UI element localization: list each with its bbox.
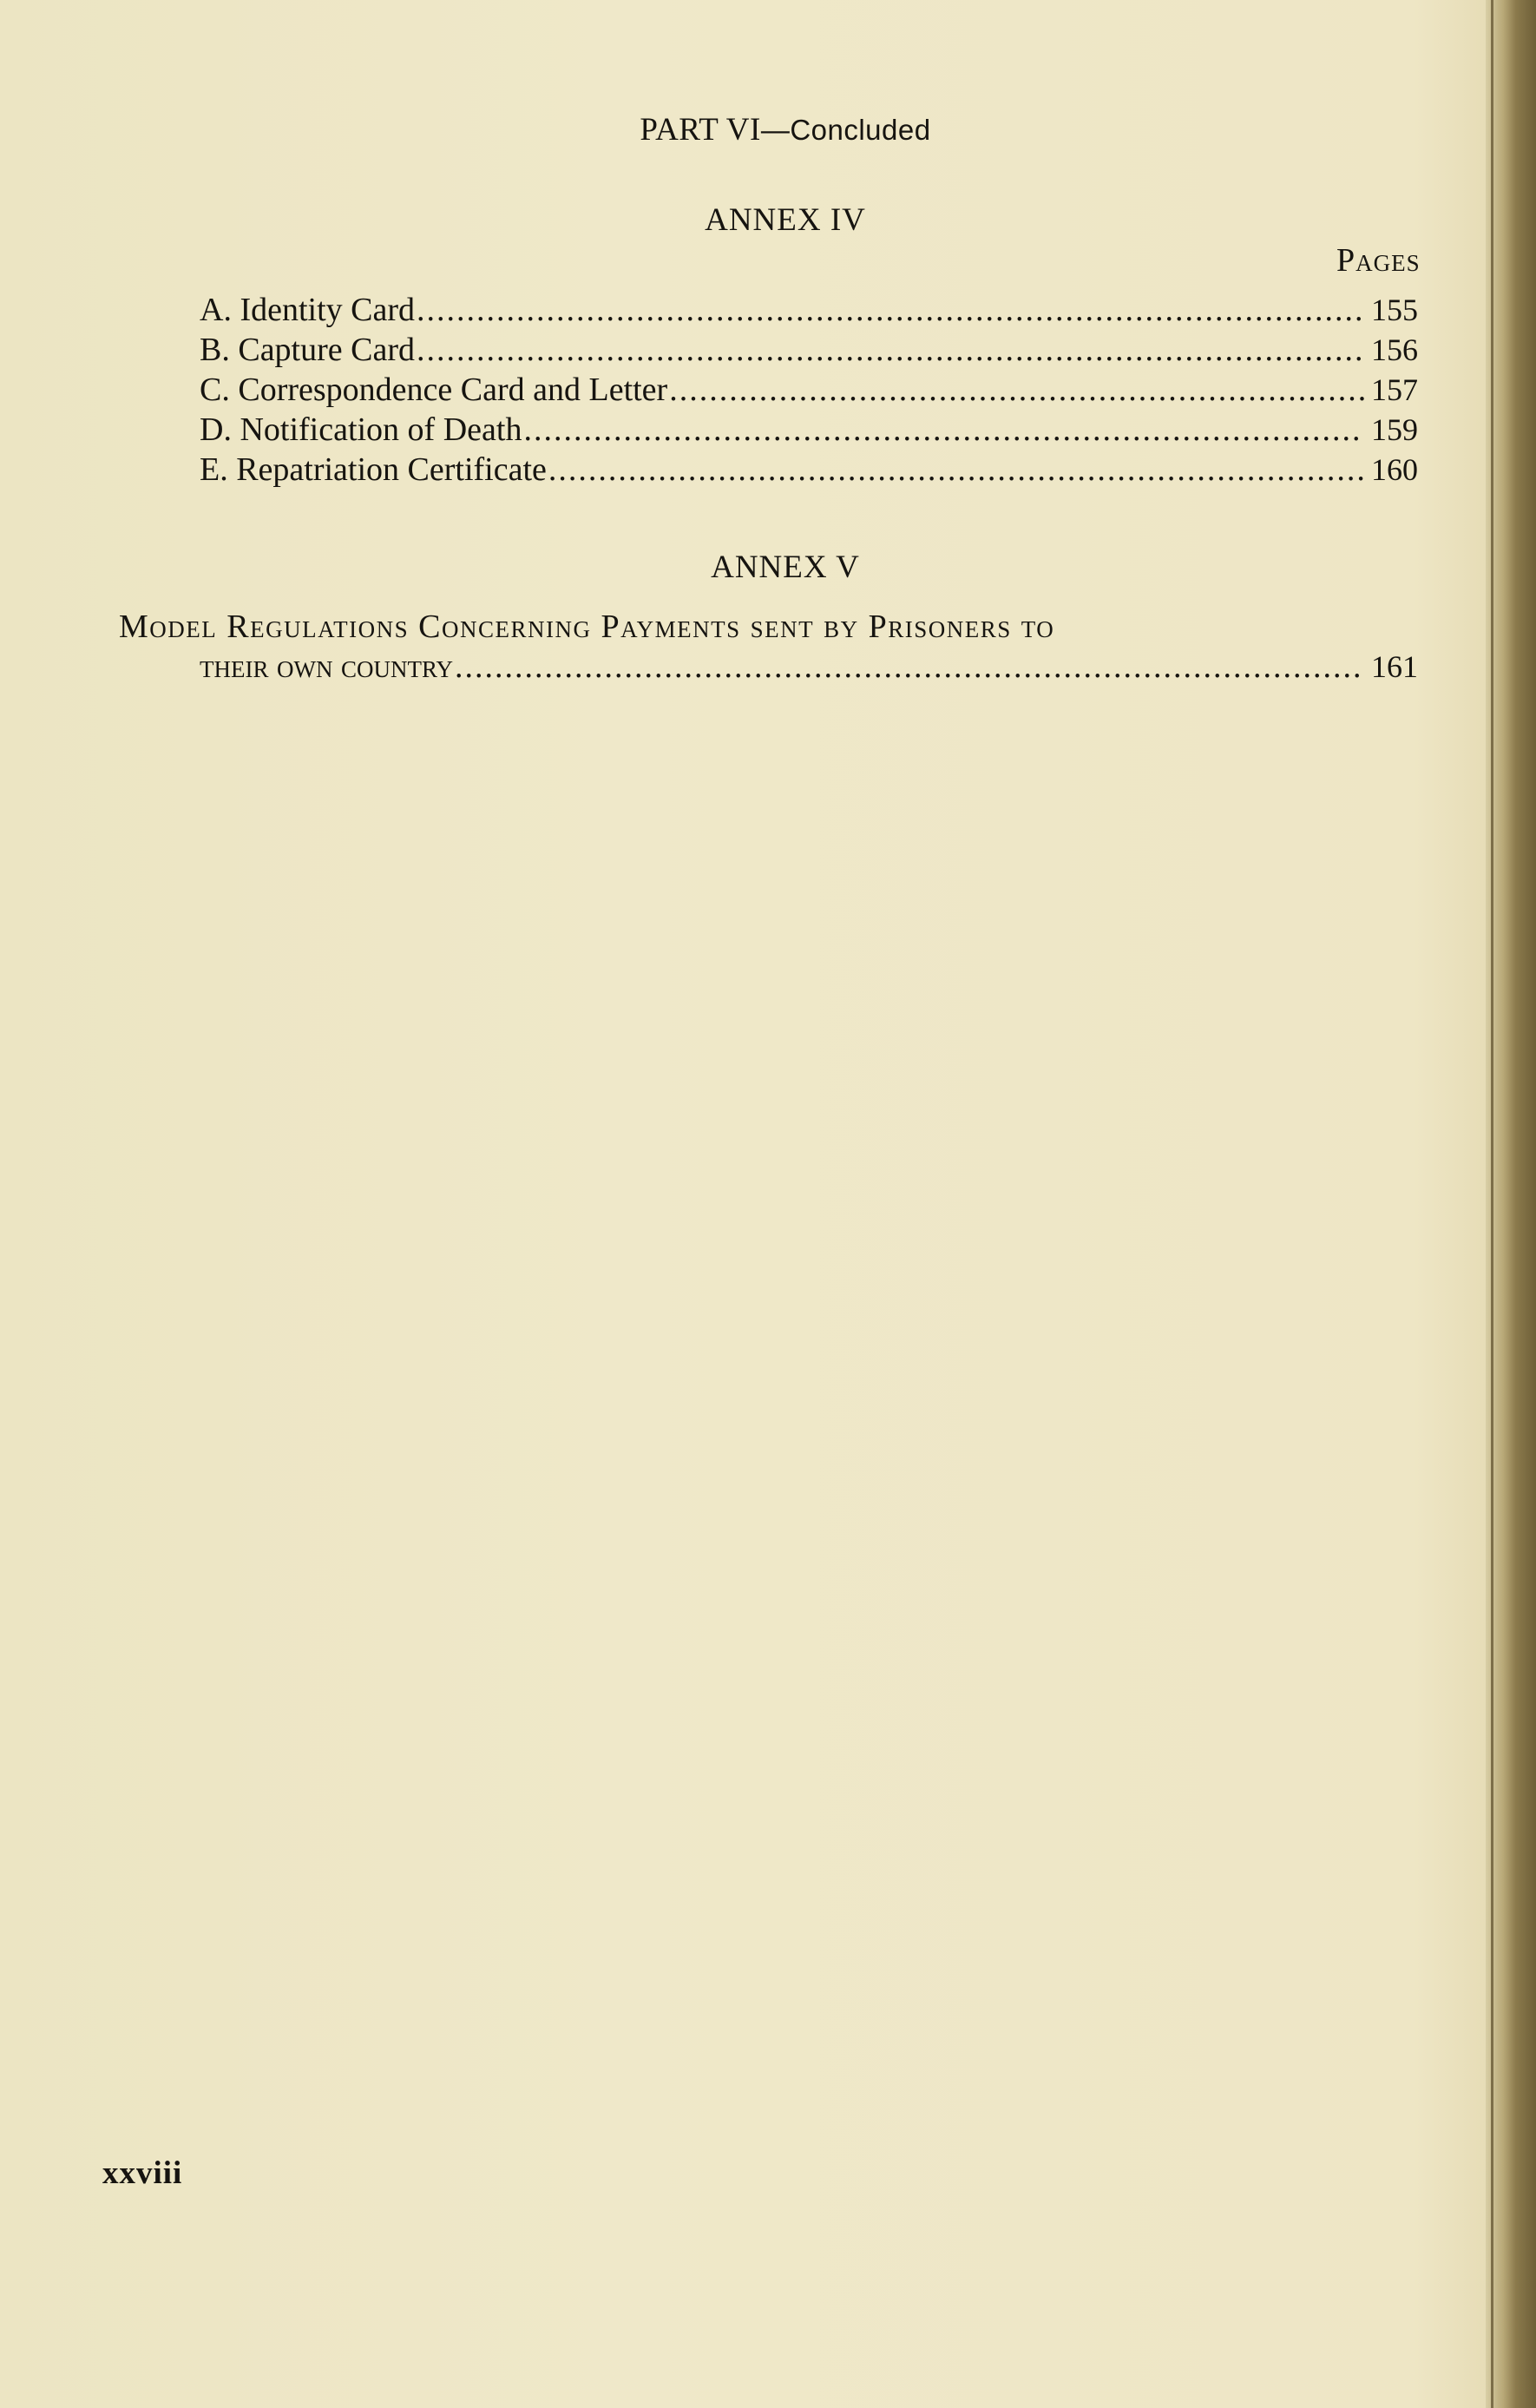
leader-dots bbox=[455, 648, 1364, 686]
leader-dots bbox=[417, 291, 1364, 329]
toc-entry[interactable] bbox=[200, 291, 1418, 334]
toc-entry-label: B. Capture Card bbox=[200, 332, 416, 368]
toc-entry[interactable] bbox=[200, 648, 1418, 691]
leader-dots bbox=[669, 371, 1364, 409]
toc-entry-page: 157 bbox=[1371, 372, 1418, 407]
pages-column-label: Pages bbox=[1336, 242, 1421, 279]
toc-entry[interactable] bbox=[200, 371, 1418, 414]
toc-entry-page: 161 bbox=[1371, 649, 1418, 684]
toc-entry-page: 156 bbox=[1371, 332, 1418, 367]
part-title: PART VI bbox=[640, 112, 761, 148]
annex-iv-heading: ANNEX IV bbox=[705, 202, 866, 238]
annex-v-heading: ANNEX V bbox=[711, 549, 860, 585]
leader-dots bbox=[523, 411, 1364, 449]
toc-entry-label: C. Correspondence Card and Letter bbox=[200, 372, 668, 408]
part-concluded-note: —Concluded bbox=[760, 114, 931, 146]
leader-dots bbox=[417, 331, 1364, 369]
toc-entry[interactable] bbox=[200, 451, 1418, 494]
annex-v-title-line2: their own country bbox=[200, 648, 453, 685]
toc-entry[interactable] bbox=[200, 331, 1418, 374]
toc-entry-page: 159 bbox=[1371, 412, 1418, 447]
toc-entry-page: 160 bbox=[1371, 452, 1418, 487]
toc-entry[interactable] bbox=[200, 411, 1418, 454]
leader-dots bbox=[548, 451, 1364, 489]
gutter-edge bbox=[1491, 0, 1493, 2408]
part-heading bbox=[0, 111, 1536, 148]
toc-entry-label: D. Notification of Death bbox=[200, 411, 522, 448]
annex-v-title-line1: Model Regulations Concerning Payments sent by Prisoners to bbox=[119, 609, 1055, 645]
toc-entry-label: A. Identity Card bbox=[200, 292, 416, 328]
page-folio: xxviii bbox=[102, 2155, 183, 2191]
toc-entry-page: 155 bbox=[1371, 293, 1418, 327]
toc-entry-label: E. Repatriation Certificate bbox=[200, 451, 547, 488]
